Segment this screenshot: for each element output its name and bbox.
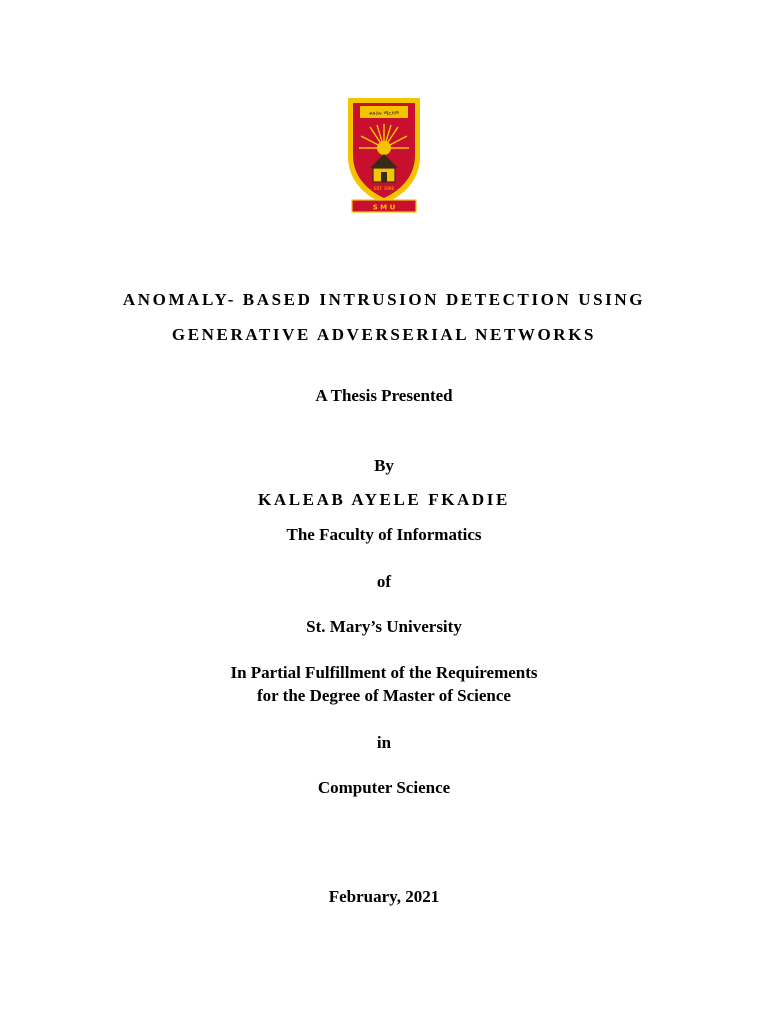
of-text: of	[376, 572, 392, 591]
svg-text:S M U: S M U	[372, 203, 396, 212]
in-text: in	[376, 733, 392, 752]
thesis-title-line-1: ANOMALY- BASED INTRUSION DETECTION USING	[122, 290, 646, 309]
fulfillment-line-2: for the Degree of Master of Science	[257, 686, 511, 705]
thesis-title-line-2: GENERATIVE ADVERSERIAL NETWORKS	[171, 325, 597, 344]
author-name: KALEAB AYELE FKADIE	[258, 490, 510, 509]
fulfillment-line-1: In Partial Fulfillment of the Requirements	[230, 663, 538, 682]
svg-text:EST. 1998: EST. 1998	[374, 186, 394, 191]
university-name: St. Mary’s University	[306, 617, 462, 636]
presented-text: A Thesis Presented	[315, 386, 453, 405]
university-crest-logo	[346, 96, 422, 214]
faculty-name: The Faculty of Informatics	[286, 525, 482, 544]
field-of-study: Computer Science	[317, 778, 451, 797]
by-text: By	[374, 456, 394, 475]
thesis-date: February, 2021	[328, 887, 440, 906]
svg-text:ቅድስት ማርያም: ቅድስት ማርያም	[369, 111, 399, 117]
